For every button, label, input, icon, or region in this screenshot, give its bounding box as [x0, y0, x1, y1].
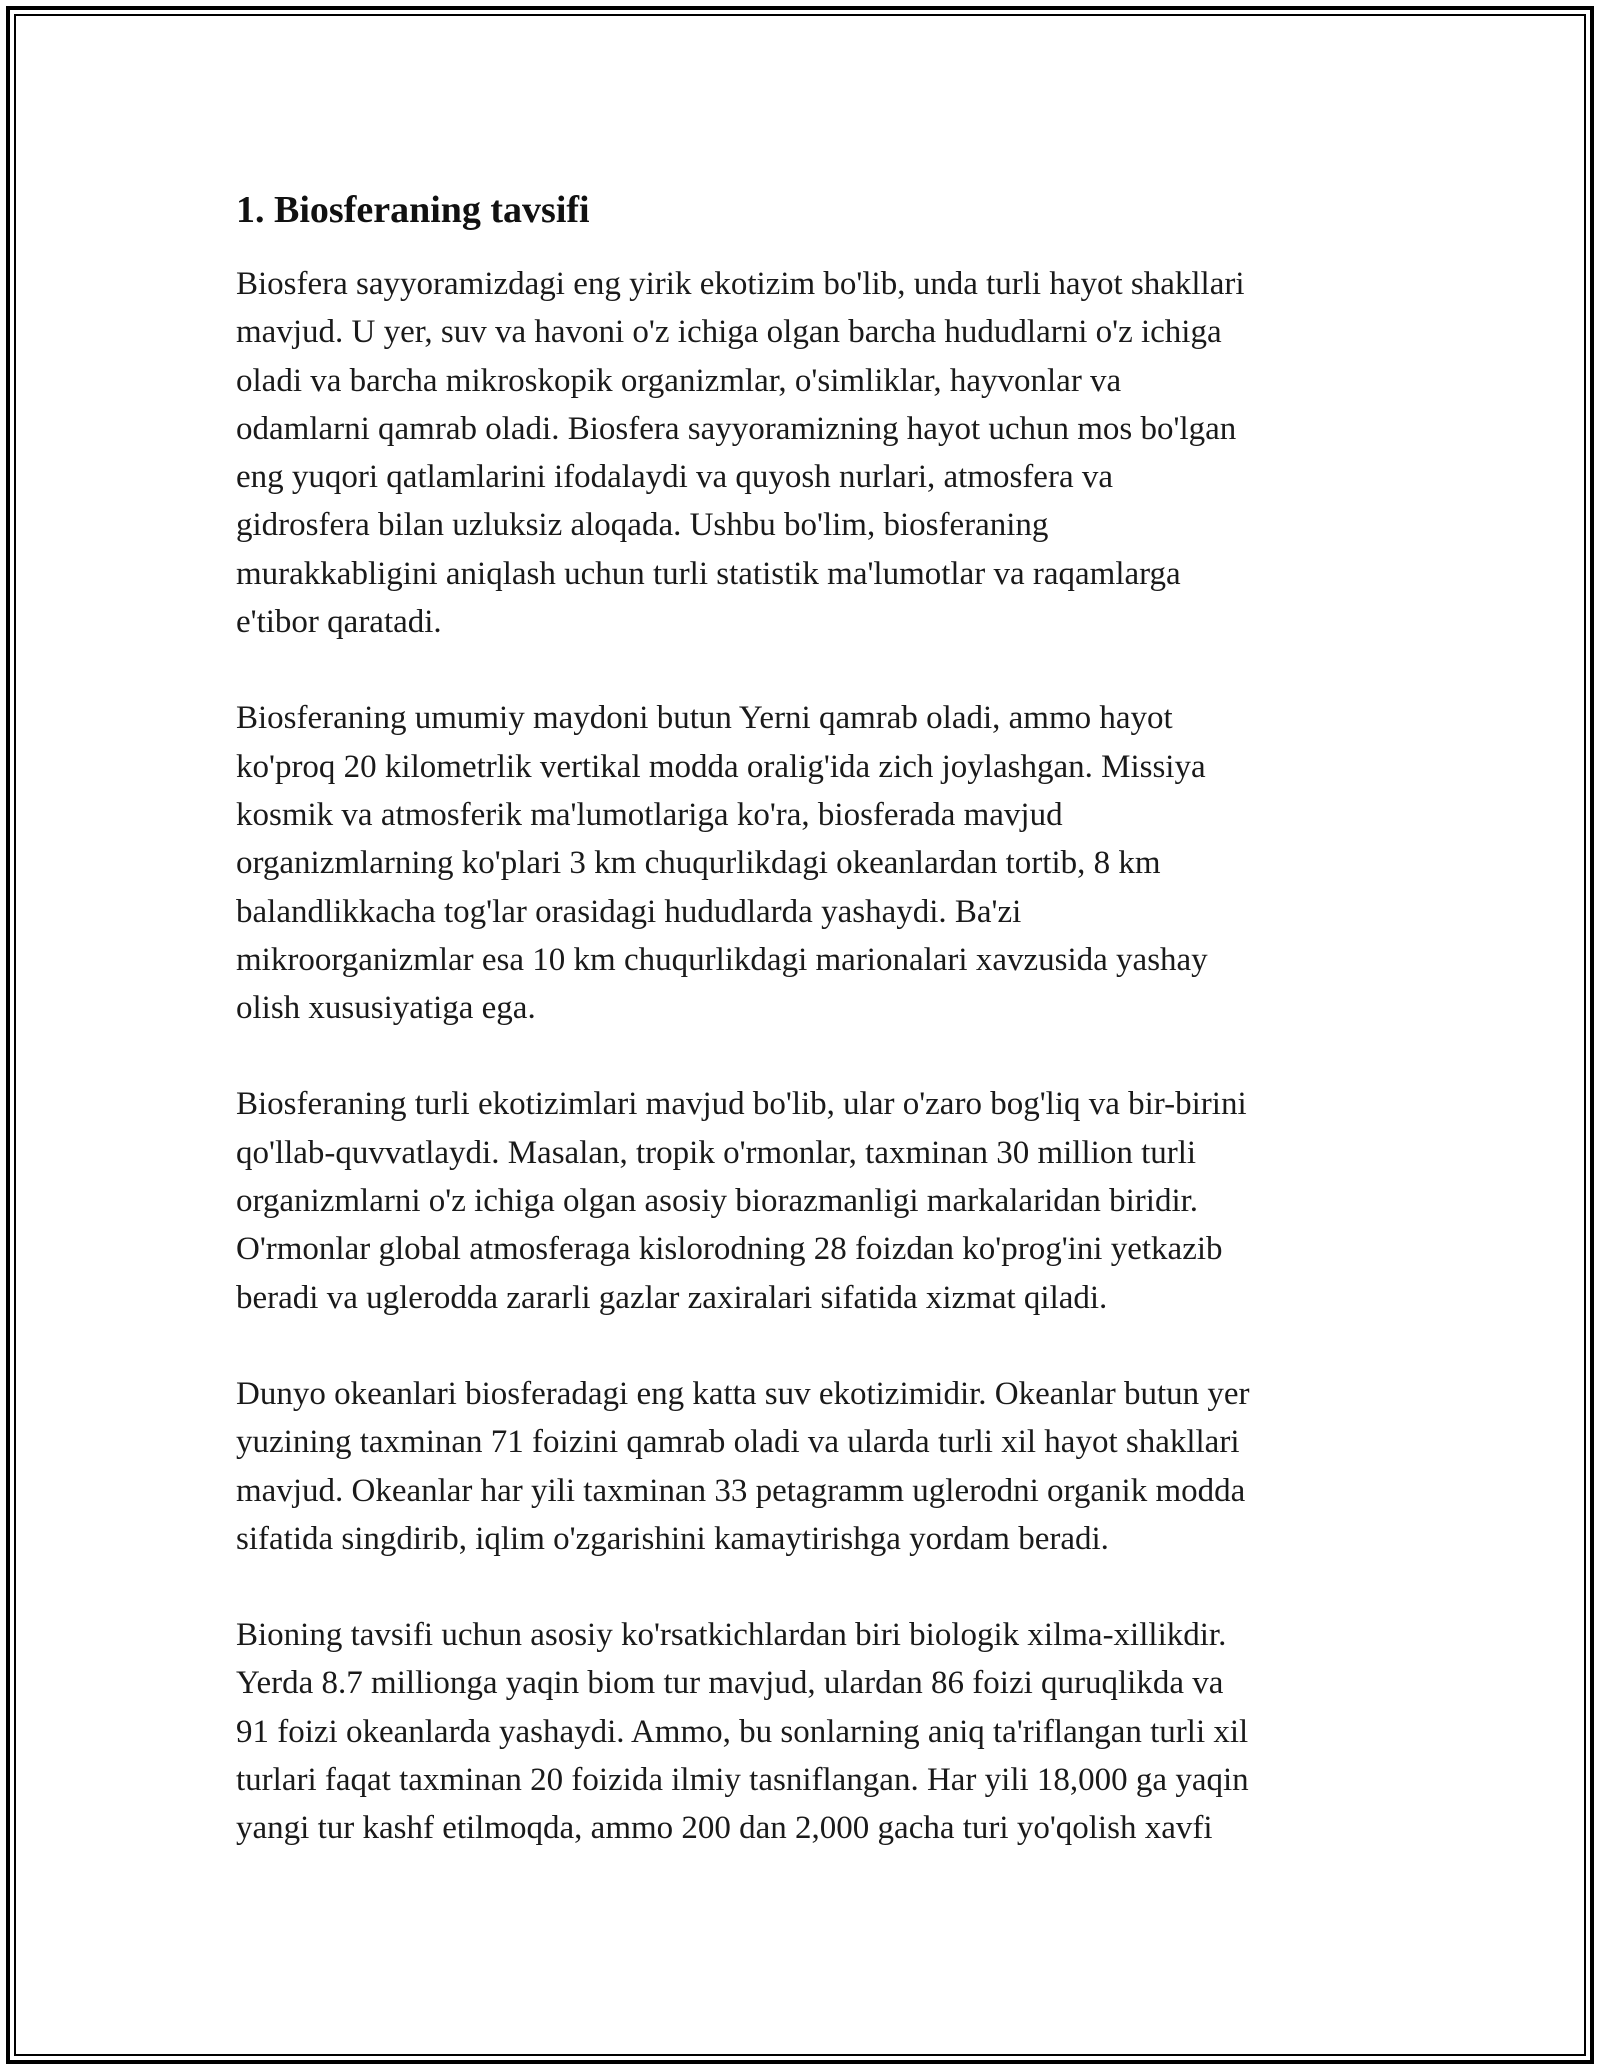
text-line: Biosferaning umumiy maydoni butun Yerni qamrab oladi, ammo hayot: [236, 700, 1173, 737]
text-line: murakkabligini aniqlash uchun turli statistik ma'lumotlar va raqamlarga: [236, 555, 1181, 592]
text-line: mavjud. U yer, suv va havoni o'z ichiga olgan barcha hududlarni o'z ichiga: [236, 314, 1222, 351]
text-line: mikroorganizmlar esa 10 km chuqurlikdagi marionalari xavzusida yashay: [236, 941, 1208, 978]
text-line: odamlarni qamrab oladi. Biosfera sayyoramizning hayot uchun mos bo'lgan: [236, 410, 1237, 447]
text-line: eng yuqori qatlamlarini ifodalaydi va quyosh nurlari, atmosfera va: [236, 459, 1113, 496]
paragraph-1: [236, 260, 1366, 646]
text-line: ko'proq 20 kilometrlik vertikal modda oralig'ida zich joylashgan. Missiya: [236, 748, 1206, 785]
text-line: e'tibor qaratadi.: [236, 604, 442, 641]
text-line: kosmik va atmosferik ma'lumotlariga ko'ra, biosferada mavjud: [236, 796, 1063, 833]
paragraph-3: [236, 1080, 1366, 1321]
paragraph-5: [236, 1611, 1366, 1852]
text-line: O'rmonlar global atmosferaga kislorodning 28 foizdan ko'prog'ini yetkazib: [236, 1231, 1223, 1268]
text-line: Bioning tavsifi uchun asosiy ko'rsatkichlardan biri biologik xilma-xillikdir.: [236, 1617, 1227, 1654]
text-line: organizmlarning ko'plari 3 km chuqurlikdagi okeanlardan tortib, 8 km: [236, 845, 1161, 882]
text-line: Biosferaning turli ekotizimlari mavjud bo'lib, ular o'zaro bog'liq va bir-birini: [236, 1086, 1247, 1123]
text-line: Biosfera sayyoramizdagi eng yirik ekotizim bo'lib, unda turli hayot shakllari: [236, 266, 1245, 302]
section-heading: 1. Biosferaning tavsifi: [236, 189, 590, 231]
paragraph-2: [236, 694, 1366, 1032]
text-line: yuzining taxminan 71 foizini qamrab oladi va ularda turli xil hayot shakllari: [236, 1424, 1240, 1461]
text-line: turlari faqat taxminan 20 foizida ilmiy tasniflangan. Har yili 18,000 ga yaqin: [236, 1762, 1249, 1799]
text-line: yangi tur kashf etilmoqda, ammo 200 dan 2,000 gacha turi yo'qolish xavfi: [236, 1810, 1213, 1847]
text-line: sifatida singdirib, iqlim o'zgarishini kamaytirishga yordam beradi.: [236, 1520, 1109, 1557]
text-line: balandlikkacha tog'lar orasidagi hududlarda yashaydi. Ba'zi: [236, 893, 1022, 930]
text-line: olish xususiyatiga ega.: [236, 990, 536, 1027]
text-line: beradi va uglerodda zararli gazlar zaxiralari sifatida xizmat qiladi.: [236, 1279, 1108, 1316]
text-line: organizmlarni o'z ichiga olgan asosiy biorazmanligi markalaridan biridir.: [236, 1183, 1199, 1220]
text-line: 91 foizi okeanlarda yashaydi. Ammo, bu sonlarning aniq ta'riflangan turli xil: [236, 1713, 1249, 1750]
text-line: oladi va barcha mikroskopik organizmlar, o'simliklar, hayvonlar va: [236, 362, 1122, 399]
text-line: Dunyo okeanlari biosferadagi eng katta suv ekotizimidir. Okeanlar butun yer: [236, 1375, 1250, 1412]
document-body: [236, 186, 1366, 1901]
text-line: gidrosfera bilan uzluksiz aloqada. Ushbu bo'lim, biosferaning: [236, 507, 1049, 544]
text-line: Yerda 8.7 millionga yaqin biom tur mavjud, ulardan 86 foizi quruqlikda va: [236, 1665, 1224, 1702]
paragraph-4: [236, 1370, 1366, 1563]
text-line: qo'llab-quvvatlaydi. Masalan, tropik o'rmonlar, taxminan 30 million turli: [236, 1134, 1197, 1171]
text-line: mavjud. Okeanlar har yili taxminan 33 petagramm uglerodni organik modda: [236, 1472, 1246, 1509]
